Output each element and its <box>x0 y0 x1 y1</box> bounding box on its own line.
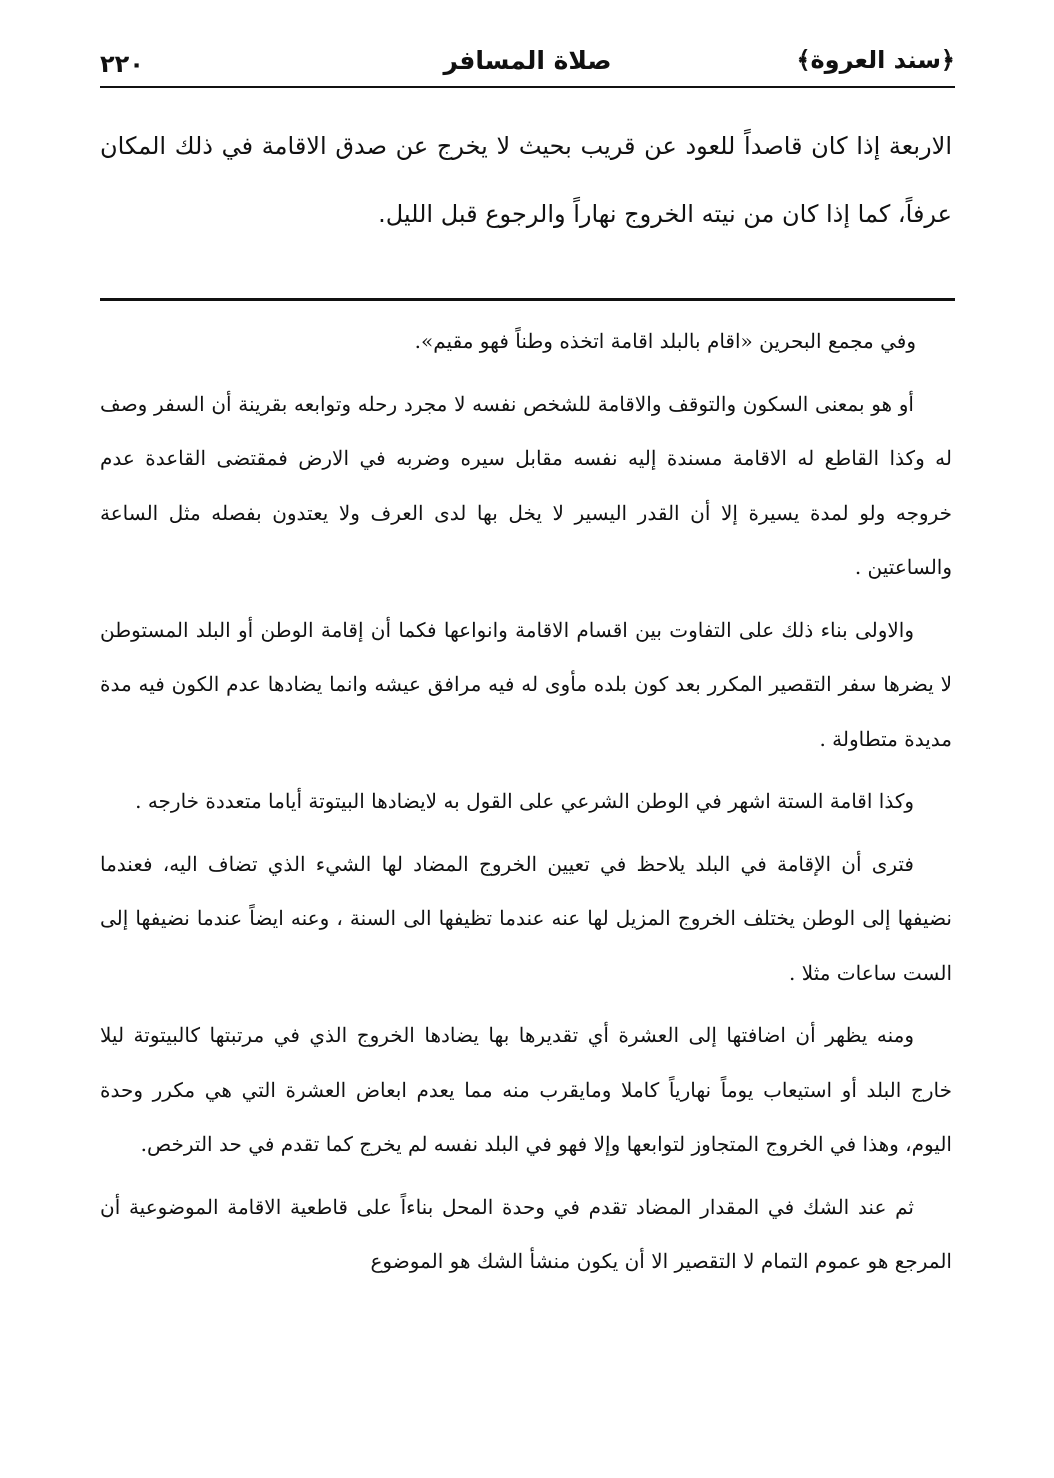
footnote-divider <box>100 298 955 301</box>
footnote-paragraph: وفي مجمع البحرين «اقام بالبلد اقامة اتخذه وطناً فهو مقيم». <box>414 329 916 353</box>
footnote-paragraph: ومنه يظهر أن اضافتها إلى العشرة أي تقديرها بها يضادها الخروج الذي في مرتبتها كالبيتوتة ليلا خارج البلد أو استيعاب يوماً نهارياً كاملا ومايقرب منه مما يعدم ابعاض العشرة التي هي مكرر وحدة اليوم، وهذا في الخروج المتجاوز لتوابعها وإلا فهو في البلد نفسه لم يخرج كما تقدم في حد الترخص. <box>100 1023 952 1156</box>
page-header <box>100 40 955 84</box>
book-title: ﴿سند العروة﴾ <box>796 46 955 74</box>
header-rule <box>100 86 955 88</box>
main-text <box>100 112 952 248</box>
chapter-title: صلاة المسافر <box>443 46 612 75</box>
main-paragraph: الاربعة إذا كان قاصداً للعود عن قريب بحيث لا يخرج عن صدق الاقامة في ذلك المكان عرفاً، كما إذا كان من نيته الخروج نهاراً والرجوع قبل الليل. <box>100 132 952 228</box>
footnote-paragraph: والاولى بناء ذلك على التفاوت بين اقسام الاقامة وانواعها فكما أن إقامة الوطن أو البلد المستوطن لا يضرها سفر التقصير المكرر بعد كون بلده مأوى له فيه مرافق عيشه وانما يضادها عدم الكون فيه مدة مديدة متطاولة . <box>100 617 952 751</box>
footnotes <box>100 314 952 1297</box>
footnote-paragraph: وكذا اقامة الستة اشهر في الوطن الشرعي على القول به لايضادها البيتوتة أياما متعددة خارجه . <box>135 789 914 813</box>
page-number: ٢٢٠ <box>100 50 144 78</box>
footnote-paragraph: أو هو بمعنى السكون والتوقف والاقامة للشخص نفسه لا مجرد رحله وتوابعه بقرينة أن السفر وصف له وكذا القاطع له الاقامة مسندة إليه نفسه مقابل سيره وضربه في الارض فمقتضى القاعدة عدم خروجه ولو لمدة يسيرة إلا أن القدر اليسير لا يخل بها لدى العرف ولا يعتدون بفصله مثل الساعة والساعتين . <box>100 391 952 579</box>
footnote-paragraph: فترى أن الإقامة في البلد يلاحظ في تعيين الخروج المضاد لها الشيء الذي تضاف اليه، فعندما نضيفها إلى الوطن يختلف الخروج المزيل لها عنه عندما تظيفها الى السنة ، وعنه ايضاً عندما نضيفها إلى الست ساعات مثلا . <box>100 851 952 985</box>
footnote-paragraph: ثم عند الشك في المقدار المضاد تقدم في وحدة المحل بناءاً على قاطعية الاقامة الموضوعية أن المرجع هو عموم التمام لا التقصير الا أن يكون منشأ الشك هو الموضوع <box>100 1194 952 1273</box>
